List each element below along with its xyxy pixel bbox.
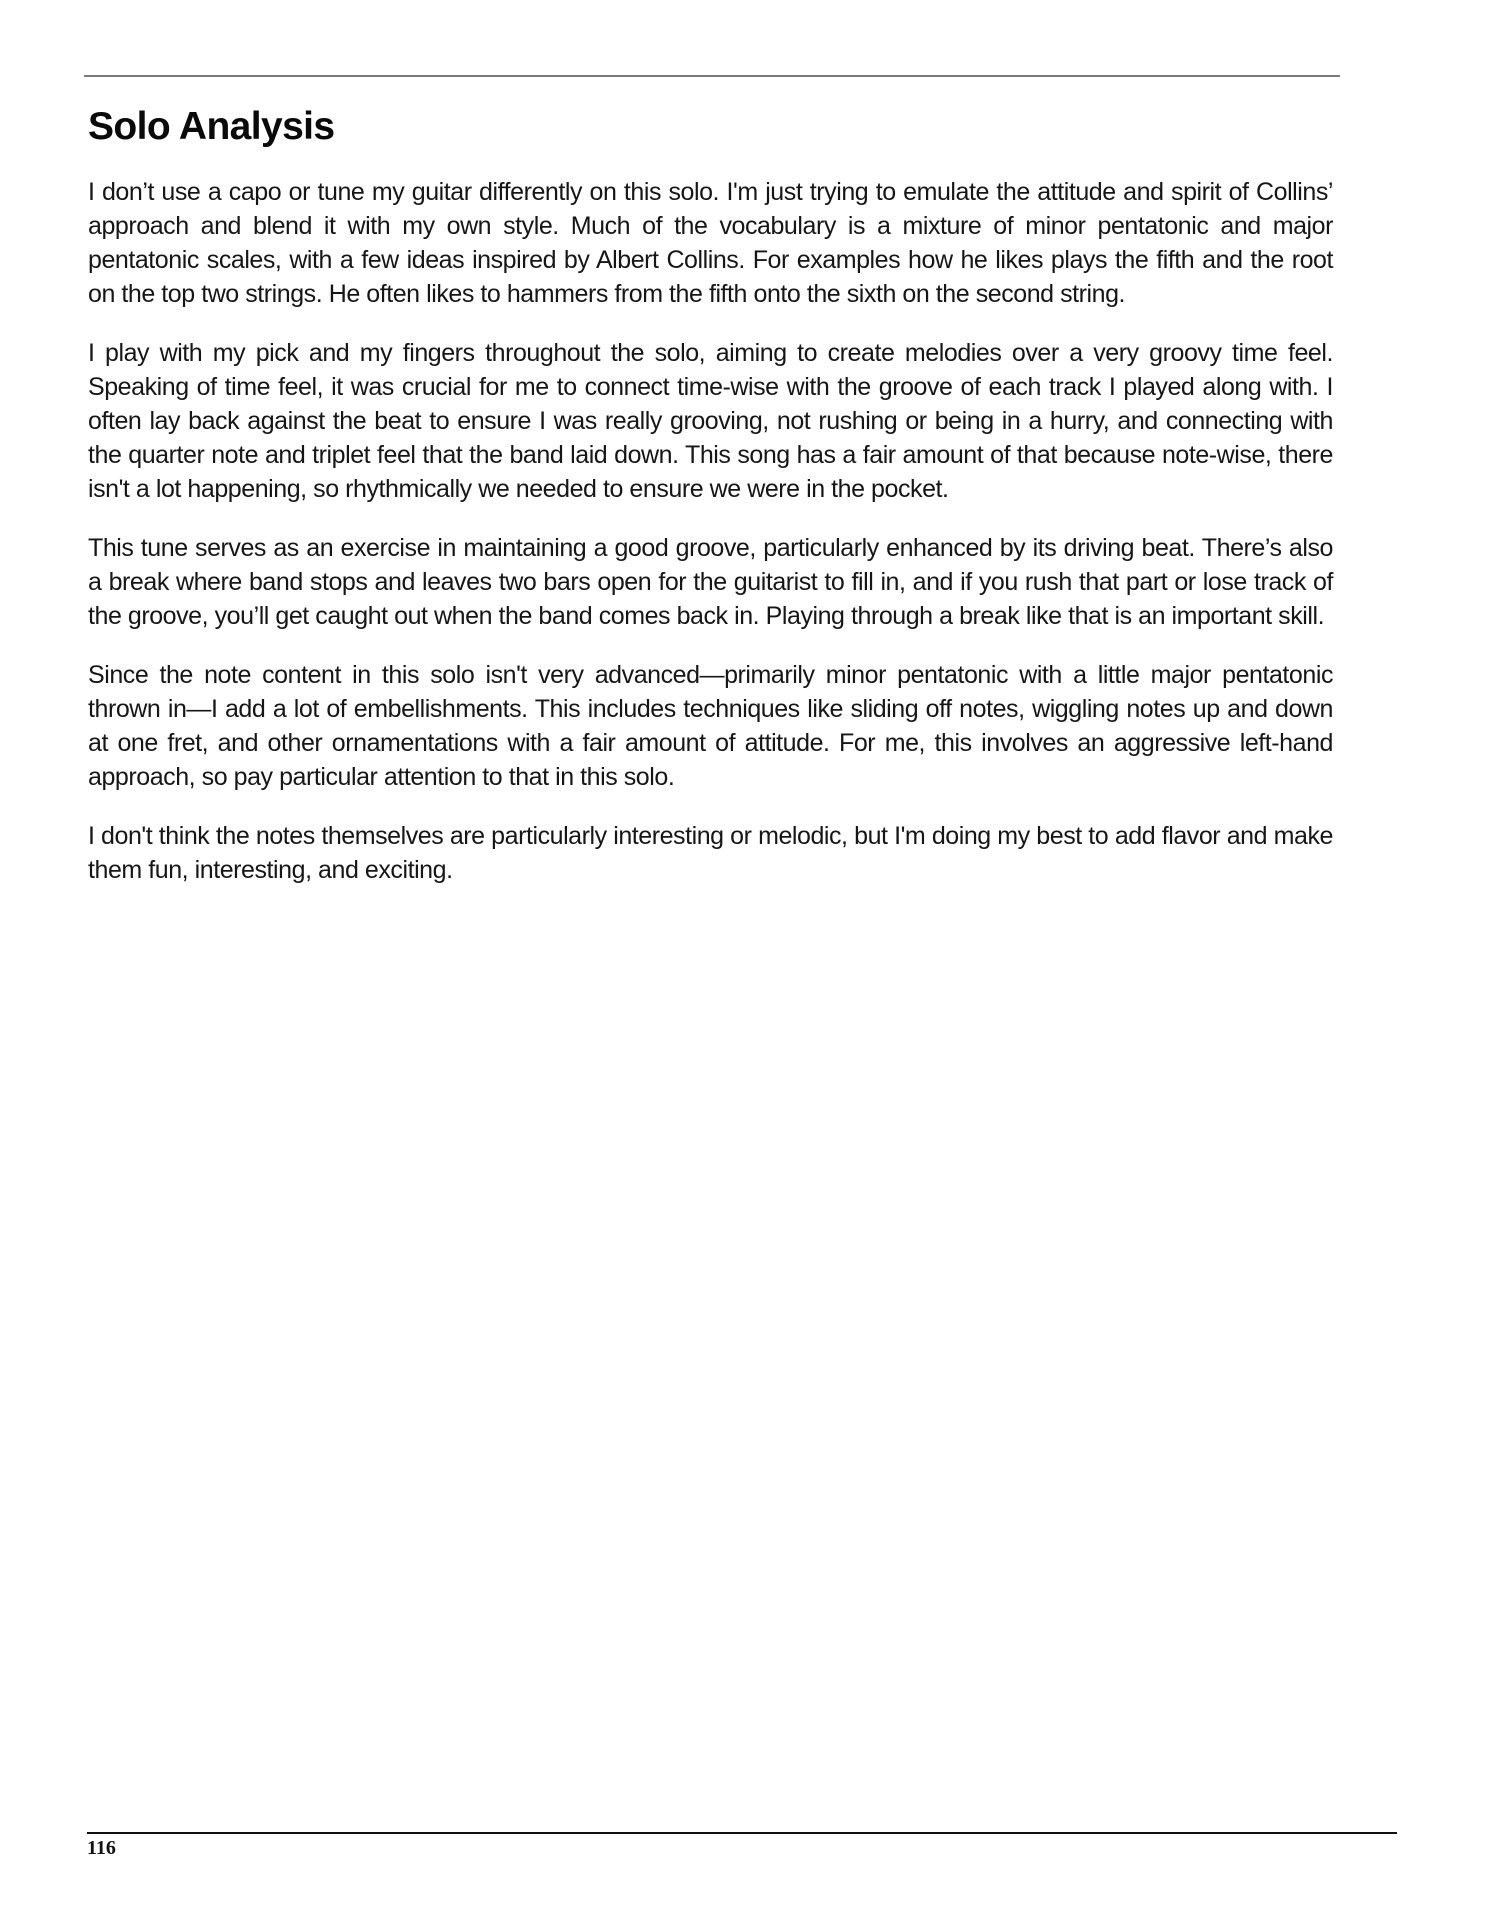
page-number: 116 [87, 1837, 116, 1859]
page-title: Solo Analysis [88, 105, 335, 148]
footer-rule [87, 1832, 1397, 1834]
header-rule [84, 75, 1340, 77]
paragraph-5: I don't think the notes themselves are particularly interesting or melodic, but I'm doing my best to add flavor and make them fun, interesting, and exciting. [88, 822, 1333, 884]
paragraph-4: Since the note content in this solo isn't very advanced—primarily minor pentatonic with a little major pentatonic thrown in—I add a lot of embellishments. This includes techniques like sliding off notes, wiggling notes up and down at one fret, and other ornamentations with a fair amount of attitude. For me, this involves an aggressive left-hand approach, so pay particular attention to that in this solo. [88, 661, 1333, 791]
body-text [88, 175, 1333, 912]
paragraph-3: This tune serves as an exercise in maintaining a good groove, particularly enhanced by its driving beat. There’s also a break where band stops and leaves two bars open for the guitarist to fill in, and if you rush that part or lose track of the groove, you’ll get caught out when the band comes back in. Playing through a break like that is an important skill. [88, 534, 1333, 630]
paragraph-1: I don’t use a capo or tune my guitar differently on this solo. I'm just trying to emulate the attitude and spirit of Collins’ approach and blend it with my own style. Much of the vocabulary is a mixture of minor pentatonic and major pentatonic scales, with a few ideas inspired by Albert Collins. For examples how he likes plays the fifth and the root on the top two strings. He often likes to hammers from the fifth onto the sixth on the second string. [88, 178, 1333, 308]
paragraph-2: I play with my pick and my fingers throughout the solo, aiming to create melodies over a very groovy time feel. Speaking of time feel, it was crucial for me to connect time-wise with the groove of each track I played along with. I often lay back against the beat to ensure I was really grooving, not rushing or being in a hurry, and connecting with the quarter note and triplet feel that the band laid down. This song has a fair amount of that because note-wise, there isn't a lot happening, so rhythmically we needed to ensure we were in the pocket. [88, 339, 1333, 503]
